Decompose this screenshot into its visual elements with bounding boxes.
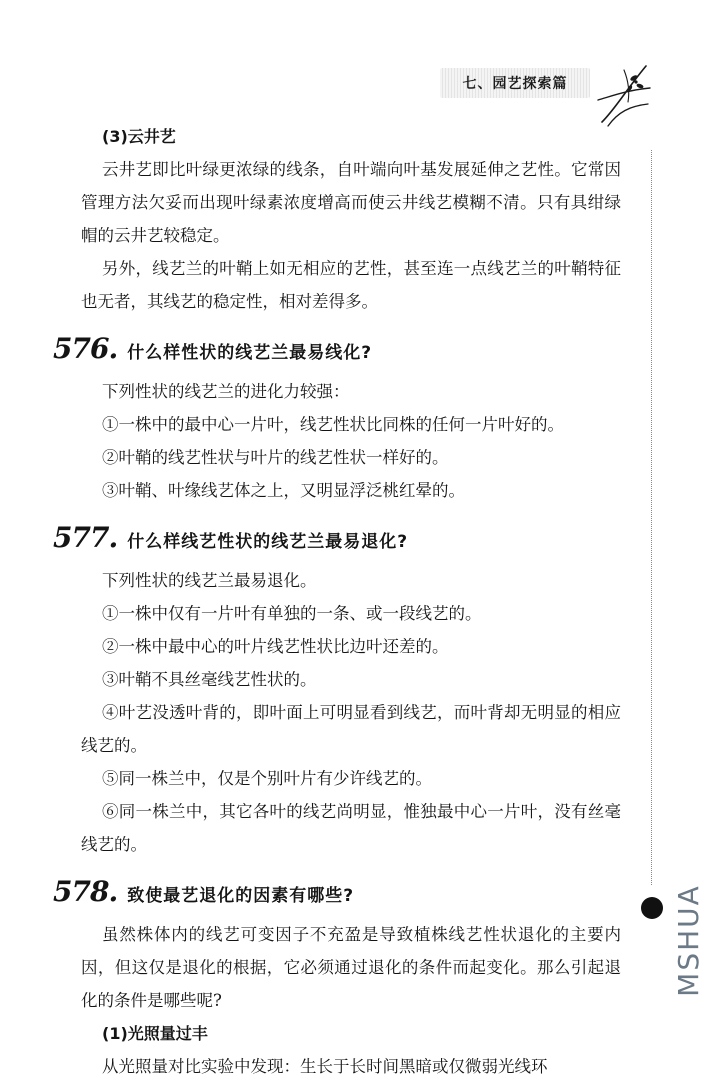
question-heading — [53, 332, 621, 365]
question-number: 576. — [53, 332, 118, 365]
question-number: 578. — [53, 875, 118, 908]
list-item: 下列性状的线艺兰的进化力较强： — [102, 382, 350, 401]
question-heading — [53, 521, 621, 554]
page-body — [53, 120, 621, 1083]
paragraph: 云井艺即比叶绿更浓绿的线条，自叶端向叶基发展延伸之艺性。它常因管理方法欠妥而出现叶绿素浓度增高而使云井线艺模糊不清。只有具绀绿帽的云井艺较稳定。 — [81, 160, 621, 245]
list-item: ③叶鞘、叶缘线艺体之上，又明显浮泛桃红晕的。 — [102, 481, 465, 500]
paragraph: 从光照量对比实验中发现：生长于长时间黑暗或仅微弱光线环 — [102, 1057, 548, 1076]
list-item: ②一株中最中心的叶片线艺性状比边叶还差的。 — [102, 637, 449, 656]
list-item: ④叶艺没透叶背的，即叶面上可明显看到线艺，而叶背却无明显的相应线艺的。 — [81, 703, 621, 755]
margin-dotted-rule — [651, 150, 652, 885]
list-item: ①一株中仅有一片叶有单独的一条、或一段线艺的。 — [102, 604, 482, 623]
list-item: ⑥同一株兰中，其它各叶的线艺尚明显，惟独最中心一片叶，没有丝毫线艺的。 — [81, 802, 621, 854]
sub-heading: (1)光照量过丰 — [102, 1024, 208, 1043]
page-marker-dot — [641, 897, 663, 919]
question-title: 致使最艺退化的因素有哪些? — [127, 886, 355, 906]
question-heading — [53, 875, 621, 908]
section-heading: (3)云井艺 — [102, 127, 176, 146]
list-item: 下列性状的线艺兰最易退化。 — [102, 571, 317, 590]
paragraph: 另外，线艺兰的叶鞘上如无相应的艺性，甚至连一点线艺兰的叶鞘特征也无者，其线艺的稳定性，相对差得多。 — [81, 259, 621, 311]
watermark — [668, 880, 708, 1001]
running-header — [440, 68, 590, 98]
running-header-title: 七、园艺探索篇 — [462, 76, 568, 92]
list-item: ①一株中的最中心一片叶，线艺性状比同株的任何一片叶好的。 — [102, 415, 564, 434]
list-item: ②叶鞘的线艺性状与叶片的线艺性状一样好的。 — [102, 448, 449, 467]
question-title: 什么样性状的线艺兰最易线化? — [127, 343, 373, 363]
list-item: ③叶鞘不具丝毫线艺性状的。 — [102, 670, 317, 689]
list-item: ⑤同一株兰中，仅是个别叶片有少许线艺的。 — [102, 769, 432, 788]
question-number: 577. — [53, 521, 118, 554]
watermark-text: MSHUA — [671, 884, 705, 997]
question-title: 什么样线艺性状的线艺兰最易退化? — [127, 532, 409, 552]
paragraph: 虽然株体内的线艺可变因子不充盈是导致植株线艺性状退化的主要内因，但这仅是退化的根据，它必须通过退化的条件而起变化。那么引起退化的条件是哪些呢? — [81, 925, 621, 1010]
